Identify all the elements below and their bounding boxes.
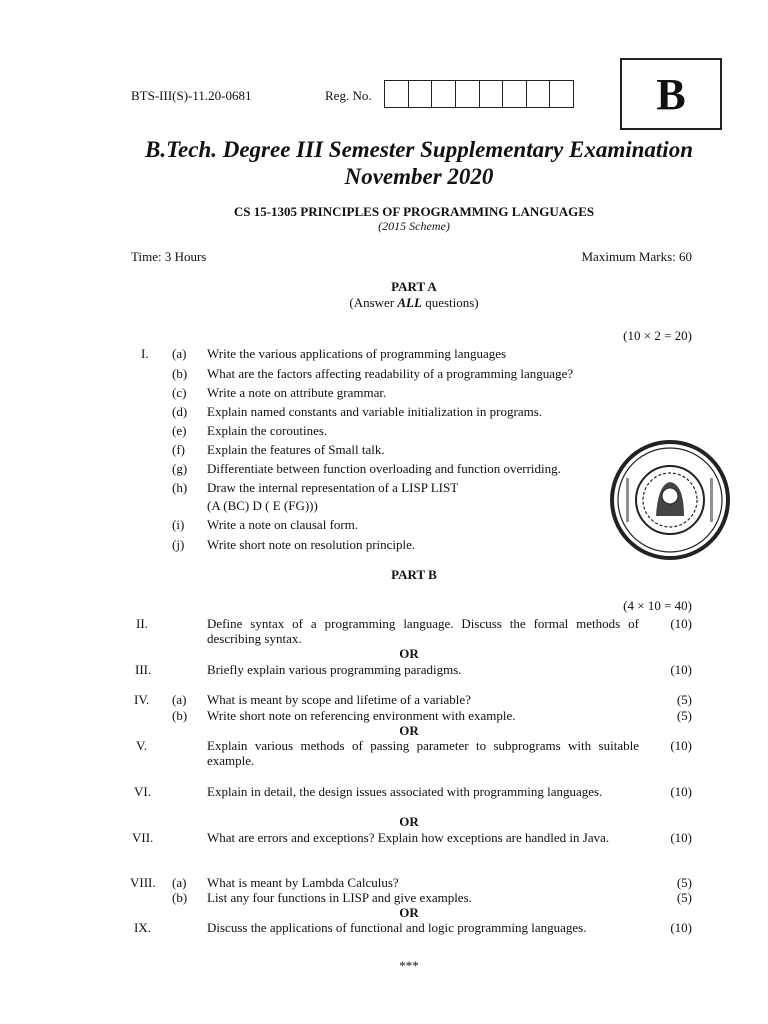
question-marks: (10) bbox=[670, 616, 692, 631]
subq-marks: (5) bbox=[676, 708, 692, 723]
subq-text: Draw the internal representation of a LISP LIST bbox=[207, 480, 459, 495]
part-a-title: PART A bbox=[391, 279, 437, 294]
or-separator: OR bbox=[399, 646, 419, 661]
subq-text: What is meant by scope and lifetime of a variable? bbox=[207, 692, 471, 707]
question-number: VII. bbox=[132, 830, 154, 845]
reg-cell bbox=[456, 81, 480, 107]
question-number: IV. bbox=[134, 692, 150, 707]
instruction-text: (Answer bbox=[349, 295, 398, 310]
subq-label: (j) bbox=[172, 537, 185, 552]
exam-title-line2: November 2020 bbox=[344, 164, 494, 189]
part-b-marks: (4 × 10 = 40) bbox=[623, 598, 692, 613]
question-text: Define syntax of a programming language. Discuss the formal methods of describing syntax. bbox=[207, 616, 639, 646]
question-text: Explain in detail, the design issues associated with programming languages. bbox=[207, 784, 603, 799]
question-marks: (10) bbox=[670, 920, 692, 935]
subq-text: Write a note on clausal form. bbox=[207, 517, 359, 532]
subq-text: Explain the features of Small talk. bbox=[207, 442, 385, 457]
subq-label: (i) bbox=[172, 517, 185, 532]
subq-text: What are the factors affecting readability of a programming language? bbox=[207, 366, 574, 381]
subq-label: (d) bbox=[172, 404, 188, 419]
exam-time: Time: 3 Hours bbox=[131, 249, 207, 264]
course-scheme: (2015 Scheme) bbox=[378, 219, 450, 233]
question-set-box: B bbox=[620, 58, 722, 130]
subq-label: (f) bbox=[172, 442, 185, 457]
subq-text: Write a note on attribute grammar. bbox=[207, 385, 387, 400]
subq-text: Write short note on resolution principle. bbox=[207, 537, 416, 552]
instruction-text: questions) bbox=[421, 295, 479, 310]
question-number: V. bbox=[136, 738, 147, 753]
or-separator: OR bbox=[399, 814, 419, 829]
subq-marks: (5) bbox=[676, 890, 692, 905]
question-text: Explain various methods of passing parameter to subprograms with suitable example. bbox=[207, 738, 639, 768]
question-text: What are errors and exceptions? Explain how exceptions are handled in Java. bbox=[207, 830, 610, 845]
subq-label: (a) bbox=[172, 692, 187, 707]
question-marks: (10) bbox=[670, 738, 692, 753]
subq-text: Write the various applications of programming languages bbox=[207, 346, 507, 361]
subq-label: (a) bbox=[172, 346, 187, 361]
question-marks: (10) bbox=[670, 830, 692, 845]
subq-label: (h) bbox=[172, 480, 188, 495]
reg-cell bbox=[503, 81, 527, 107]
question-text: Discuss the applications of functional and logic programming languages. bbox=[207, 920, 587, 935]
part-a-instruction bbox=[0, 295, 768, 311]
instruction-emphasis: ALL bbox=[397, 295, 422, 310]
subq-label: (b) bbox=[172, 708, 188, 723]
question-number: III. bbox=[135, 662, 152, 677]
lisp-list-expression: (A (BC) D ( E (FG))) bbox=[207, 498, 318, 513]
subq-text: Explain the coroutines. bbox=[207, 423, 328, 438]
part-a-marks: (10 × 2 = 20) bbox=[623, 328, 692, 343]
course-name: CS 15-1305 PRINCIPLES OF PROGRAMMING LANGUAGES bbox=[233, 204, 595, 219]
question-number: II. bbox=[136, 616, 148, 631]
reg-cell bbox=[385, 81, 409, 107]
subq-marks: (5) bbox=[676, 692, 692, 707]
subq-label: (a) bbox=[172, 875, 187, 890]
or-separator: OR bbox=[399, 905, 419, 920]
subq-label: (e) bbox=[172, 423, 187, 438]
subq-text: Write short note on referencing environment with example. bbox=[207, 708, 516, 723]
reg-no-boxes bbox=[384, 80, 574, 108]
institution-seal bbox=[606, 438, 734, 562]
reg-cell bbox=[432, 81, 456, 107]
subq-label: (c) bbox=[172, 385, 187, 400]
question-marks: (10) bbox=[670, 662, 692, 677]
reg-cell bbox=[409, 81, 433, 107]
or-separator: OR bbox=[399, 723, 419, 738]
reg-no-label: Reg. No. bbox=[325, 88, 372, 103]
subq-text: Differentiate between function overloading and function overriding. bbox=[207, 461, 561, 476]
question-number: I. bbox=[141, 346, 149, 361]
end-of-paper-mark: *** bbox=[399, 958, 419, 973]
reg-cell bbox=[550, 81, 573, 107]
reg-cell bbox=[480, 81, 504, 107]
subq-text: List any four functions in LISP and give examples. bbox=[207, 890, 472, 905]
subq-label: (b) bbox=[172, 890, 188, 905]
max-marks: Maximum Marks: 60 bbox=[581, 249, 692, 264]
subq-text: What is meant by Lambda Calculus? bbox=[207, 875, 399, 890]
question-marks: (10) bbox=[670, 784, 692, 799]
exam-title bbox=[0, 136, 768, 190]
question-text: Briefly explain various programming paradigms. bbox=[207, 662, 462, 677]
subq-label: (b) bbox=[172, 366, 188, 381]
paper-code: BTS-III(S)-11.20-0681 bbox=[131, 88, 252, 103]
subq-marks: (5) bbox=[676, 875, 692, 890]
question-number: VIII. bbox=[130, 875, 156, 890]
question-number: IX. bbox=[134, 920, 151, 935]
reg-cell bbox=[527, 81, 551, 107]
part-b-title: PART B bbox=[391, 567, 437, 582]
question-number: VI. bbox=[134, 784, 151, 799]
subq-label: (g) bbox=[172, 461, 188, 476]
subq-text: Explain named constants and variable initialization in programs. bbox=[207, 404, 543, 419]
exam-title-line1: B.Tech. Degree III Semester Supplementary Examination bbox=[145, 137, 693, 162]
